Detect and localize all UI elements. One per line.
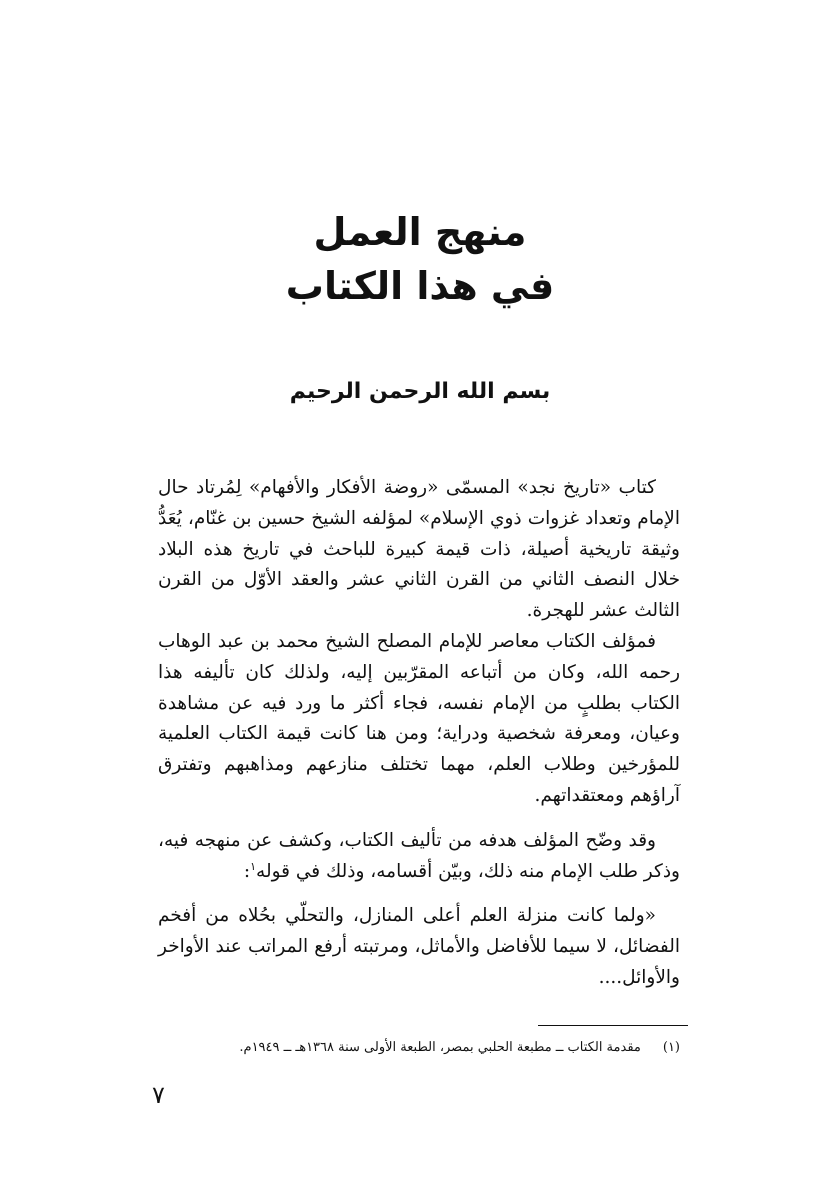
footnote-reference: ١ [250, 859, 257, 873]
page-number: ٧ [152, 1081, 165, 1109]
paragraph-3 [158, 826, 680, 888]
chapter-title [0, 205, 840, 313]
footnote-text: مقدمة الكتاب ــ مطبعة الحلبي بمصر، الطبعة الأولى سنة ١٣٦٨هـ ــ ١٩٤٩م. [239, 1040, 641, 1055]
chapter-title-line-2: في هذا الكتاب [285, 264, 555, 308]
paragraph-2: فمؤلف الكتاب معاصر للإمام المصلح الشيخ محمد بن عبد الوهاب رحمه الله، وكان من أتباعه المقرّبين إليه، ولذلك كان تأليفه هذا الكتاب بطلبٍ من الإمام نفسه، فجاء أكثر ما ورد فيه عن مشاهدة وعيان، ومعرفة شخصية ودراية؛ ومن هنا كانت قيمة الكتاب العلمية للمؤرخين وطلاب العلم، مهما تختلف منازعهم ومذاهبهم وتفترق آراؤهم ومعتقداتهم. [158, 630, 680, 806]
footnote-number: (١) [662, 1040, 680, 1055]
footnote [239, 1037, 680, 1059]
paragraph-4-quote: «ولما كانت منزلة العلم أعلى المنازل، والتحلّي بحُلاه من أفخم الفضائل، لا سيما للأفاضل والأماثل، ومرتبته أرفع المراتب عند الأواخر والأوائل.... [158, 905, 680, 988]
chapter-title-line-1: منهج العمل [313, 210, 527, 254]
paragraph-3-end: : [243, 860, 251, 882]
body-text [158, 473, 680, 994]
paragraph-1: كتاب «تاريخ نجد» المسمّى «روضة الأفكار والأفهام» لِمُرتاد حال الإمام وتعداد غزوات ذوي الإسلام» لمؤلفه الشيخ حسين بن غنّام، يُعَدُّ وثيقة تاريخية أصيلة، ذات قيمة كبيرة للباحث في تاريخ هذه البلاد خلال النصف الثاني من القرن الثاني عشر والعقد الأوّل من القرن الثالث عشر للهجرة. [158, 477, 680, 622]
basmala-calligraphy: بسم الله الرحمن الرحيم [289, 379, 551, 404]
footnote-divider [538, 1025, 688, 1026]
paragraph-3-text: وقد وضّح المؤلف هدفه من تأليف الكتاب، وكشف عن منهجه فيه، وذكر طلب الإمام منه ذلك، وبيّن أقسامه، وذلك في قوله [158, 829, 680, 882]
